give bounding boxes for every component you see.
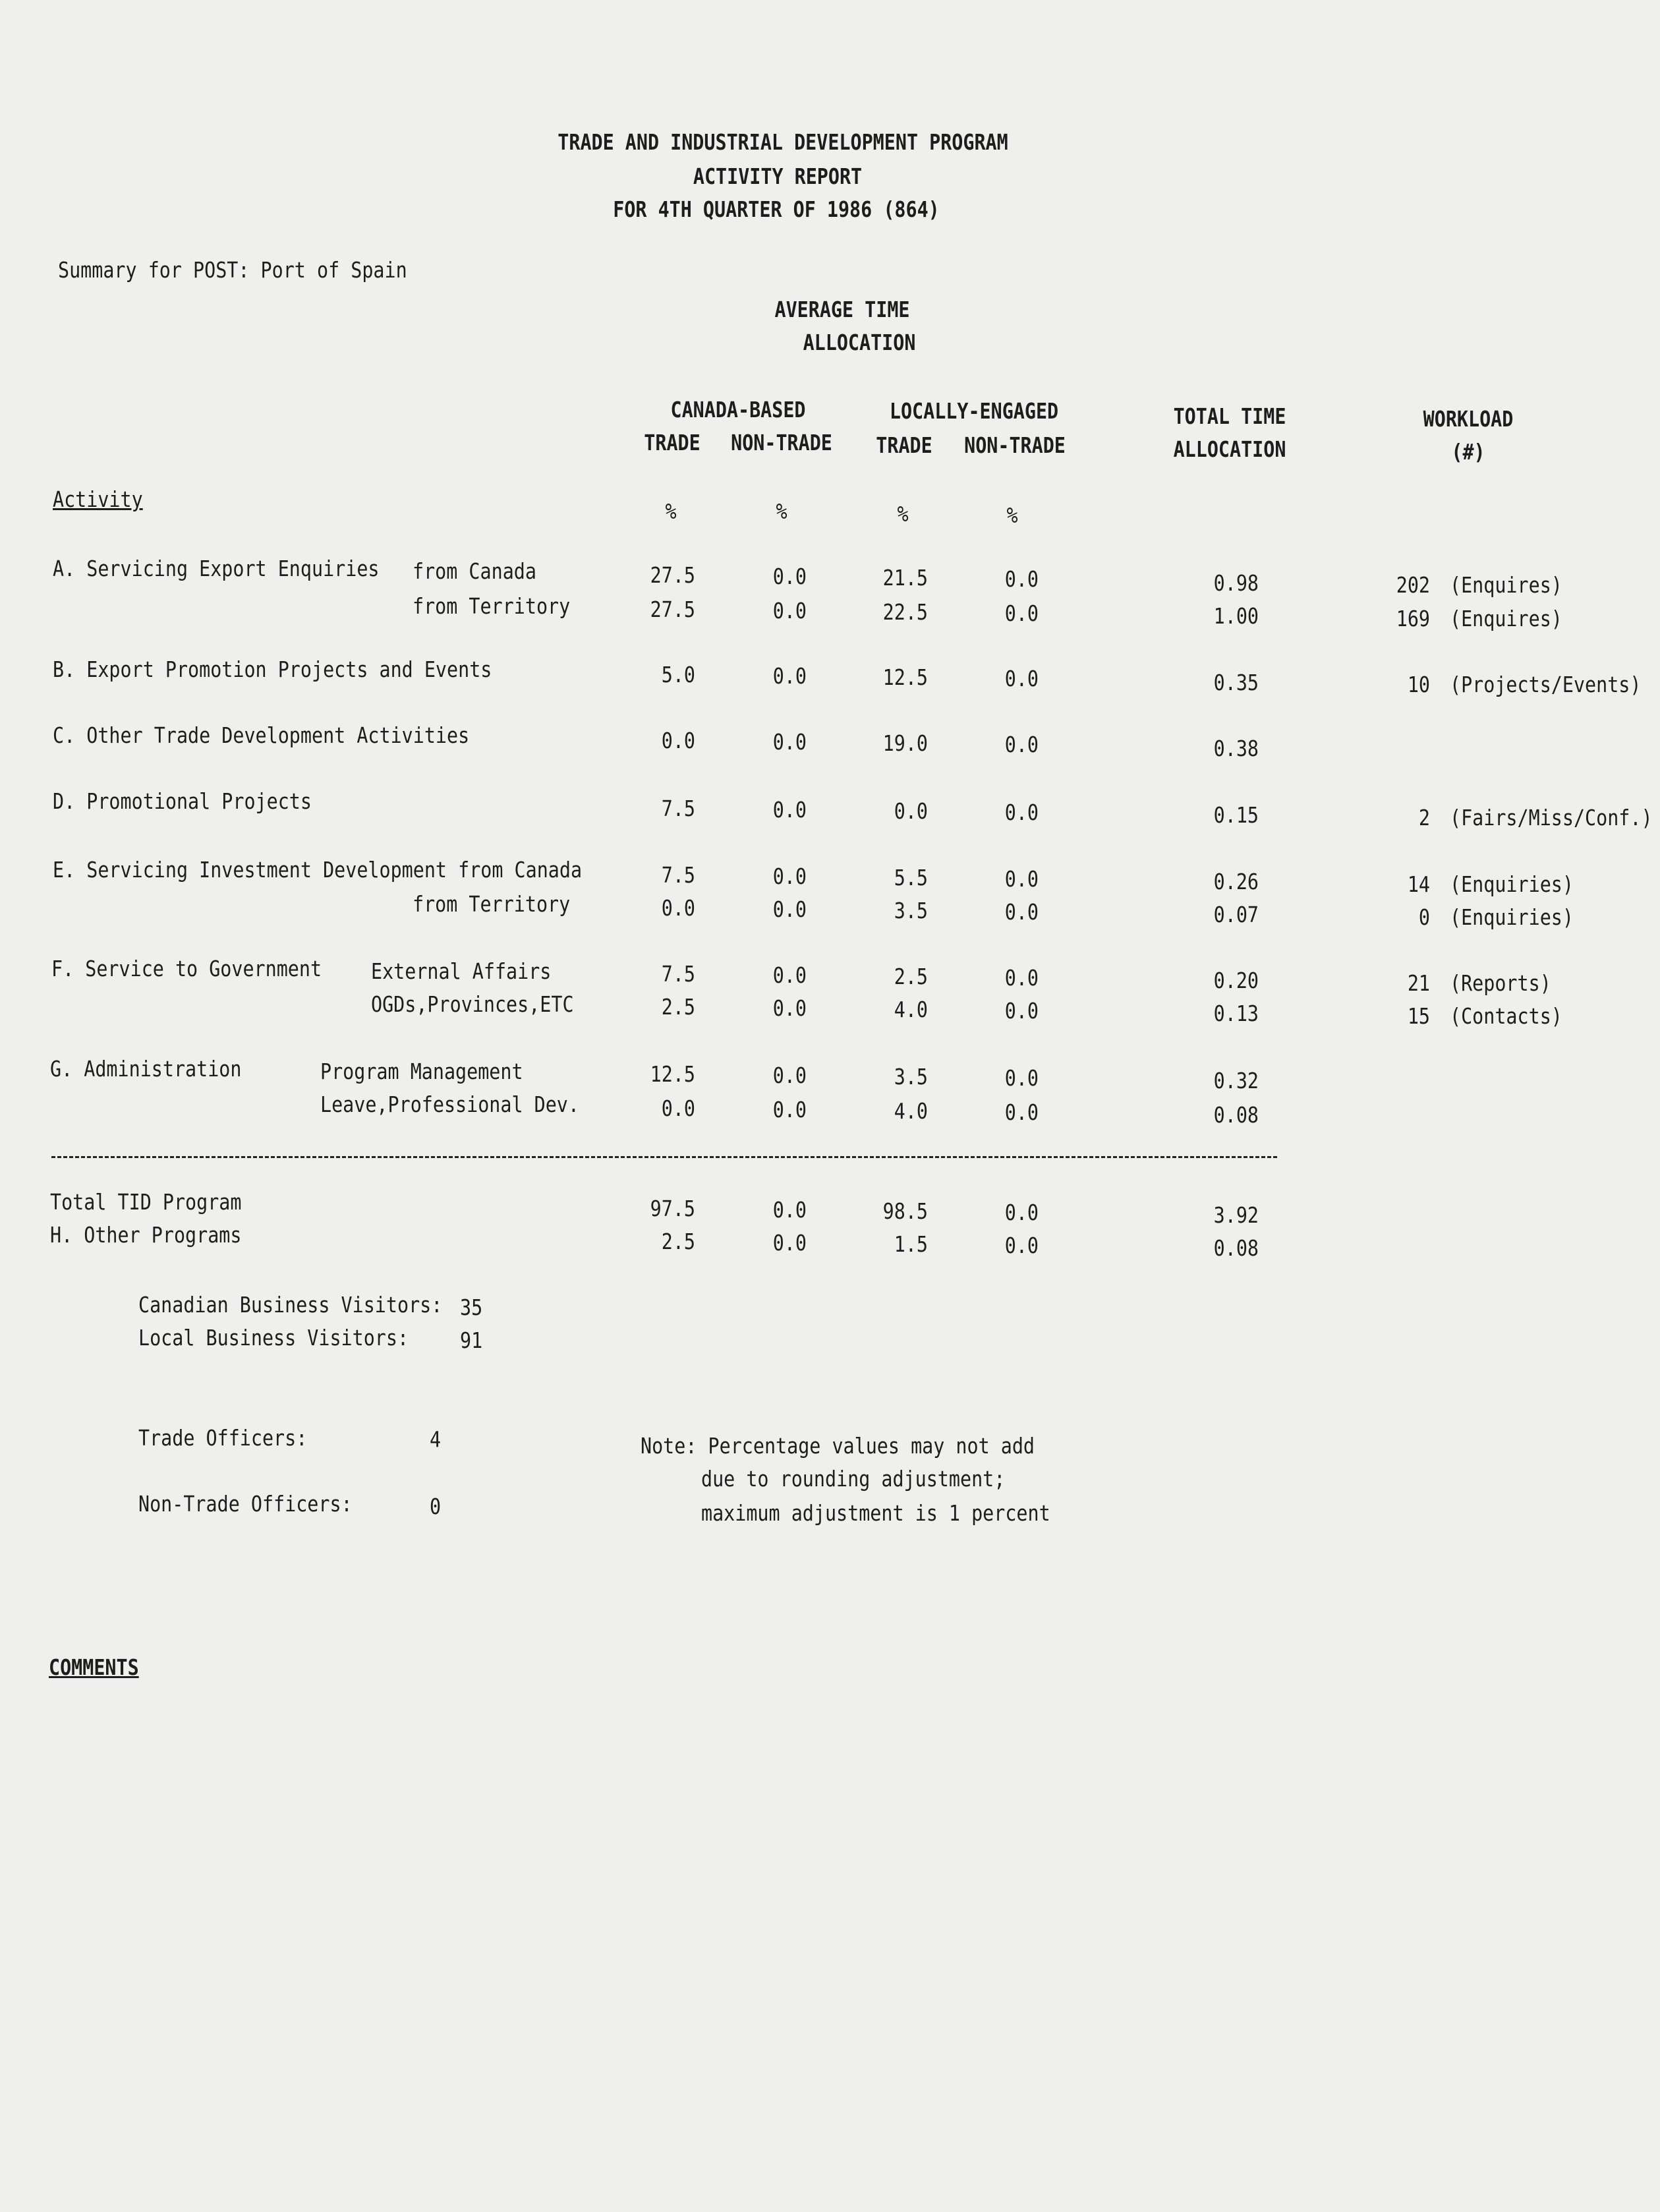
cell-workload: 169 [1396, 606, 1430, 631]
cb-trade-header: TRADE [644, 430, 701, 455]
cell-le-nontrade: 0.0 [1004, 998, 1039, 1024]
cell-cb-trade: 0.0 [661, 728, 695, 753]
cell-cb-trade: 97.5 [650, 1196, 695, 1221]
cell-cb-trade: 0.0 [661, 1095, 695, 1121]
cell-le-trade: 0.0 [894, 798, 928, 824]
cell-workload-unit: (Contacts) [1450, 1003, 1562, 1029]
total-time-header: TOTAL TIME [1173, 403, 1286, 429]
cell-workload: 21 [1407, 970, 1430, 996]
cell-workload: 2 [1418, 805, 1430, 830]
row-label: F. Service to Government [51, 956, 322, 981]
cell-workload: 10 [1407, 672, 1430, 697]
cell-workload-unit: (Enquires) [1450, 572, 1562, 598]
rounding-note-2: due to rounding adjustment; [701, 1466, 1006, 1492]
cell-le-trade: 2.5 [894, 964, 928, 989]
cell-cb-nontrade: 0.0 [772, 863, 807, 889]
cell-cb-trade: 0.0 [661, 895, 695, 921]
pct-le-trade: % [897, 501, 909, 527]
cell-le-nontrade: 0.0 [1004, 1233, 1039, 1258]
pct-cb-trade: % [665, 498, 677, 524]
cell-le-trade: 4.0 [894, 997, 928, 1022]
canadian-visitors-value: 35 [460, 1295, 483, 1320]
cell-workload-unit: (Enquiries) [1450, 871, 1574, 897]
comments-heading: COMMENTS [49, 1654, 139, 1680]
cell-le-nontrade: 0.0 [1004, 1065, 1039, 1091]
cell-workload: 15 [1407, 1003, 1430, 1029]
cell-total-time: 3.92 [1213, 1202, 1259, 1228]
report-period: FOR 4TH QUARTER OF 1986 (864) [613, 196, 940, 222]
cell-le-trade: 22.5 [882, 599, 928, 625]
row-sublabel: from Territory [413, 593, 571, 619]
row-label: C. Other Trade Development Activities [53, 722, 470, 748]
row-label: B. Export Promotion Projects and Events [53, 656, 492, 682]
cell-workload: 202 [1396, 572, 1430, 598]
avg-time-heading: AVERAGE TIME [774, 297, 910, 322]
cell-cb-nontrade: 0.0 [772, 1230, 807, 1256]
cell-workload-unit: (Enquiries) [1450, 904, 1574, 930]
cell-cb-trade: 7.5 [661, 862, 695, 888]
cell-workload-unit: (Enquires) [1450, 606, 1562, 631]
cell-cb-nontrade: 0.0 [772, 1062, 807, 1088]
cell-cb-nontrade: 0.0 [772, 729, 807, 755]
nontrade-officers-value: 0 [430, 1494, 442, 1519]
cell-cb-nontrade: 0.0 [772, 995, 807, 1021]
workload-header-2: (#) [1451, 439, 1485, 465]
cell-workload: 14 [1407, 871, 1430, 897]
cell-total-time: 0.13 [1213, 1001, 1259, 1026]
cell-le-trade: 5.5 [894, 865, 928, 890]
cell-le-trade: 4.0 [894, 1098, 928, 1124]
cb-nontrade-header: NON-TRADE [731, 430, 832, 455]
row-sublabel: from Canada [413, 558, 536, 584]
canada-based-header: CANADA-BASED [670, 397, 806, 422]
rounding-note: Note: Percentage values may not add [641, 1433, 1035, 1459]
report-title: TRADE AND INDUSTRIAL DEVELOPMENT PROGRAM [558, 129, 1008, 155]
total-row-label: Total TID Program [50, 1189, 242, 1215]
cell-cb-nontrade: 0.0 [772, 663, 807, 689]
cell-cb-nontrade: 0.0 [772, 598, 807, 624]
cell-le-nontrade: 0.0 [1004, 600, 1039, 626]
row-sublabel: OGDs,Provinces,ETC [371, 991, 574, 1017]
local-visitors-label: Local Business Visitors: [138, 1325, 409, 1351]
cell-cb-nontrade: 0.0 [772, 797, 807, 823]
total-time-header-2: ALLOCATION [1173, 436, 1286, 462]
cell-cb-trade: 7.5 [661, 961, 695, 987]
cell-workload-unit: (Projects/Events) [1450, 672, 1642, 697]
cell-total-time: 1.00 [1213, 603, 1259, 629]
pct-le-nontrade: % [1006, 502, 1018, 528]
cell-total-time: 0.35 [1213, 670, 1259, 695]
cell-cb-trade: 2.5 [661, 994, 695, 1020]
nontrade-officers-label: Non-Trade Officers: [138, 1491, 353, 1517]
report-subtitle: ACTIVITY REPORT [693, 163, 863, 189]
pct-cb-nontrade: % [776, 498, 787, 524]
cell-workload-unit: (Fairs/Miss/Conf.) [1450, 805, 1653, 830]
le-nontrade-header: NON-TRADE [964, 432, 1066, 458]
row-sublabel: External Affairs [371, 958, 552, 984]
cell-total-time: 0.20 [1213, 968, 1259, 993]
cell-total-time: 0.32 [1213, 1068, 1259, 1093]
cell-le-nontrade: 0.0 [1004, 666, 1039, 691]
cell-cb-trade: 12.5 [650, 1061, 695, 1087]
cell-le-trade: 3.5 [894, 898, 928, 923]
cell-le-nontrade: 0.0 [1004, 899, 1039, 925]
total-row-label: H. Other Programs [50, 1222, 242, 1248]
table-divider [51, 1156, 1277, 1158]
cell-le-trade: 21.5 [882, 565, 928, 591]
row-label: D. Promotional Projects [53, 788, 312, 814]
cell-workload: 0 [1418, 904, 1430, 930]
cell-le-trade: 98.5 [882, 1198, 928, 1224]
cell-le-nontrade: 0.0 [1004, 800, 1039, 825]
cell-total-time: 0.08 [1213, 1102, 1259, 1128]
canadian-visitors-label: Canadian Business Visitors: [138, 1292, 443, 1318]
cell-le-trade: 1.5 [894, 1231, 928, 1257]
cell-le-trade: 3.5 [894, 1064, 928, 1090]
cell-le-trade: 12.5 [882, 664, 928, 690]
cell-total-time: 0.98 [1213, 570, 1259, 596]
activity-header: Activity [53, 486, 143, 512]
cell-le-trade: 19.0 [882, 730, 928, 756]
row-label: G. Administration [50, 1056, 242, 1082]
trade-officers-label: Trade Officers: [138, 1425, 308, 1451]
cell-cb-nontrade: 0.0 [772, 564, 807, 589]
cell-cb-trade: 27.5 [650, 597, 695, 622]
row-label: E. Servicing Investment Development from Canada [53, 857, 583, 883]
cell-le-nontrade: 0.0 [1004, 866, 1039, 892]
trade-officers-value: 4 [430, 1426, 442, 1452]
row-sublabel: Leave,Professional Dev. [320, 1091, 579, 1117]
cell-cb-trade: 2.5 [661, 1229, 695, 1254]
cell-workload-unit: (Reports) [1450, 970, 1551, 996]
cell-cb-nontrade: 0.0 [772, 896, 807, 922]
cell-total-time: 0.07 [1213, 902, 1259, 927]
row-sublabel: from Territory [413, 891, 571, 917]
le-trade-header: TRADE [876, 432, 932, 458]
cell-le-nontrade: 0.0 [1004, 1099, 1039, 1125]
cell-le-nontrade: 0.0 [1004, 1200, 1039, 1225]
cell-le-nontrade: 0.0 [1004, 566, 1039, 592]
cell-le-nontrade: 0.0 [1004, 965, 1039, 991]
cell-total-time: 0.38 [1213, 736, 1259, 761]
rounding-note-3: maximum adjustment is 1 percent [701, 1500, 1050, 1526]
cell-le-nontrade: 0.0 [1004, 732, 1039, 757]
row-label: A. Servicing Export Enquiries [53, 556, 380, 581]
cell-cb-nontrade: 0.0 [772, 1097, 807, 1122]
post-summary: Summary for POST: Port of Spain [58, 257, 407, 283]
cell-cb-nontrade: 0.0 [772, 1197, 807, 1223]
cell-cb-trade: 27.5 [650, 562, 695, 588]
cell-cb-trade: 7.5 [661, 796, 695, 821]
row-sublabel: Program Management [320, 1059, 523, 1084]
cell-total-time: 0.15 [1213, 802, 1259, 828]
avg-time-heading-2: ALLOCATION [803, 330, 916, 355]
cell-cb-trade: 5.0 [661, 662, 695, 687]
cell-total-time: 0.26 [1213, 869, 1259, 894]
workload-header: WORKLOAD [1423, 406, 1514, 432]
local-visitors-value: 91 [460, 1327, 483, 1353]
cell-total-time: 0.08 [1213, 1235, 1259, 1261]
cell-cb-nontrade: 0.0 [772, 962, 807, 988]
locally-engaged-header: LOCALLY-ENGAGED [889, 398, 1059, 424]
